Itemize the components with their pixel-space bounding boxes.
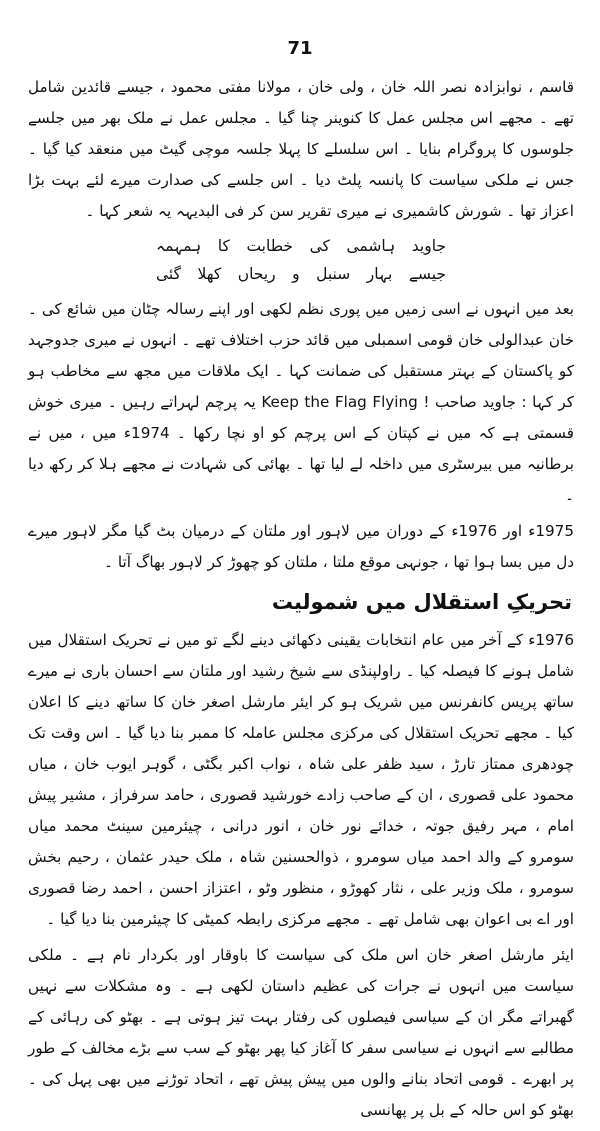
page-body (28, 72, 574, 1131)
poetry-couplet (156, 232, 446, 288)
paragraph-3: 1975ء اور 1976ء کے دوران میں لاہور اور ملتان کے درمیان بٹ گیا مگر لاہور میرے دل میں بسا ہوا تھا ، جونہی موقع ملتا ، ملتان کو چھوڑ کر لاہور بھاگ آتا ۔ (28, 522, 575, 571)
paragraph-5: ایئر مارشل اصغر خان اس ملک کی سیاست کا باوقار اور بکردار نام ہے ۔ ملکی سیاست میں انہوں نے جرات کی عظیم داستان لکھی ہے ۔ وہ مشکلات سے نہیں گھبراتے مگر ان کے سیاسی فیصلوں کی رفتار بہت تیز ہوتی ہے ۔ بھٹو کی رہائی کے مطالبے سے انہوں نے سیاسی سفر کا آغاز کیا پھر بھٹو کے سب سے بڑے مخالف کے طور پر ابھرے ۔ قومی اتحاد بنانے والوں میں پیش پیش تھے ، اتحاد توڑنے میں بھی پہل کی ۔ بھٹو کو اس حالہ کے بل پر پھانسی (28, 946, 574, 1119)
paragraph-2: بعد میں انہوں نے اسی زمیں میں پوری نظم لکھی اور اپنے رسالہ چٹان میں شائع کی ۔ خان عبدالولی خان قومی اسمبلی میں قائد حزب اختلاف تھے ۔ انہوں نے میری جدوجہد کو پاکستان کے بہتر مستقبل کی ضمانت کہا ۔ ایک ملاقات میں مجھ سے مخاطب ہو کر کہا : جاوید صاحب ! Keep the Flag Flying یہ پرچم لہراتے رہیں ۔ میری خوش قسمتی ہے کہ میں نے کپتان کے اس پرچم کو او نچا رکھا ۔ 1974ء میں ، میں نے برطانیہ میں بیرسٹری میں داخلہ لے لیا تھا ۔ بھائی کی شہادت نے مجھے ہلا کر رکھ دیا ۔ (28, 300, 574, 504)
section-heading: تحریکِ استقلال میں شمولیت (271, 590, 572, 614)
paragraph-1: قاسم ، نوابزادہ نصر اللہ خان ، ولی خان ، مولانا مفتی محمود ، جیسے قائدین شامل تھے ۔ مجھے اس مجلس عمل کا کنوینر چنا گیا ۔ مجلس عمل نے ملک بھر میں جلسے جلوسوں کا پروگرام بنایا ۔ اس سلسلے کا پہلا جلسہ موچی گیٹ میں منعقد کیا گیا ۔ جس نے ملکی سیاست کا پانسہ پلٹ دیا ۔ اس جلسے کی صدارت میرے لئے بہت بڑا اعزاز تھا ۔ شورش کاشمیری نے میری تقریر سن کر فی البدیہہ یہ شعر کہا ۔ (28, 78, 574, 220)
couplet-line-1: جاوید ہاشمی کی خطابت کا ہمہمہ (156, 237, 446, 255)
paragraph-4: 1976ء کے آخر میں عام انتخابات یقینی دکھائی دینے لگے تو میں نے تحریک استقلال میں شامل ہونے کا فیصلہ کیا ۔ راولپنڈی سے شیخ رشید اور ملتان سے احسان باری نے میرے ساتھ پریس کانفرنس میں شریک ہو کر ایئر مارشل اصغر خان کا ساتھ دینے کا اعلان کیا ۔ مجھے تحریک استقلال کی مرکزی مجلس عاملہ کا ممبر بنا دیا گیا ۔ اس وقت تک چودھری ممتاز تارڑ ، سید ظفر علی شاہ ، نواب اکبر بگٹی ، گوہر ایوب خان ، میاں محمود علی قصوری ، ان کے صاحب زادے خورشید قصوری ، حامد سرفراز ، مشیر پیش امام ، مہر رفیق جوتہ ، خدائے نور خان ، انور درانی ، چیئرمین سینٹ محمد میاں سومرو کے والد احمد میاں سومرو ، ذوالحسنین شاہ ، ملک حیدر عثمان ، رحیم بخش سومرو ، ملک وزیر علی ، نثار کھوڑو ، منظور وٹو ، اعتزاز احسن ، احمد رضا قصوری اور اے بی اعوان بھی شامل تھے ۔ مجھے مرکزی رابطہ کمیٹی کا چیئرمین بنا دیا گیا ۔ (28, 631, 574, 928)
page-number: 71 (287, 38, 313, 59)
couplet-line-2: جیسے بہار سنبل و ریحاں کھلا گئی (156, 265, 446, 283)
